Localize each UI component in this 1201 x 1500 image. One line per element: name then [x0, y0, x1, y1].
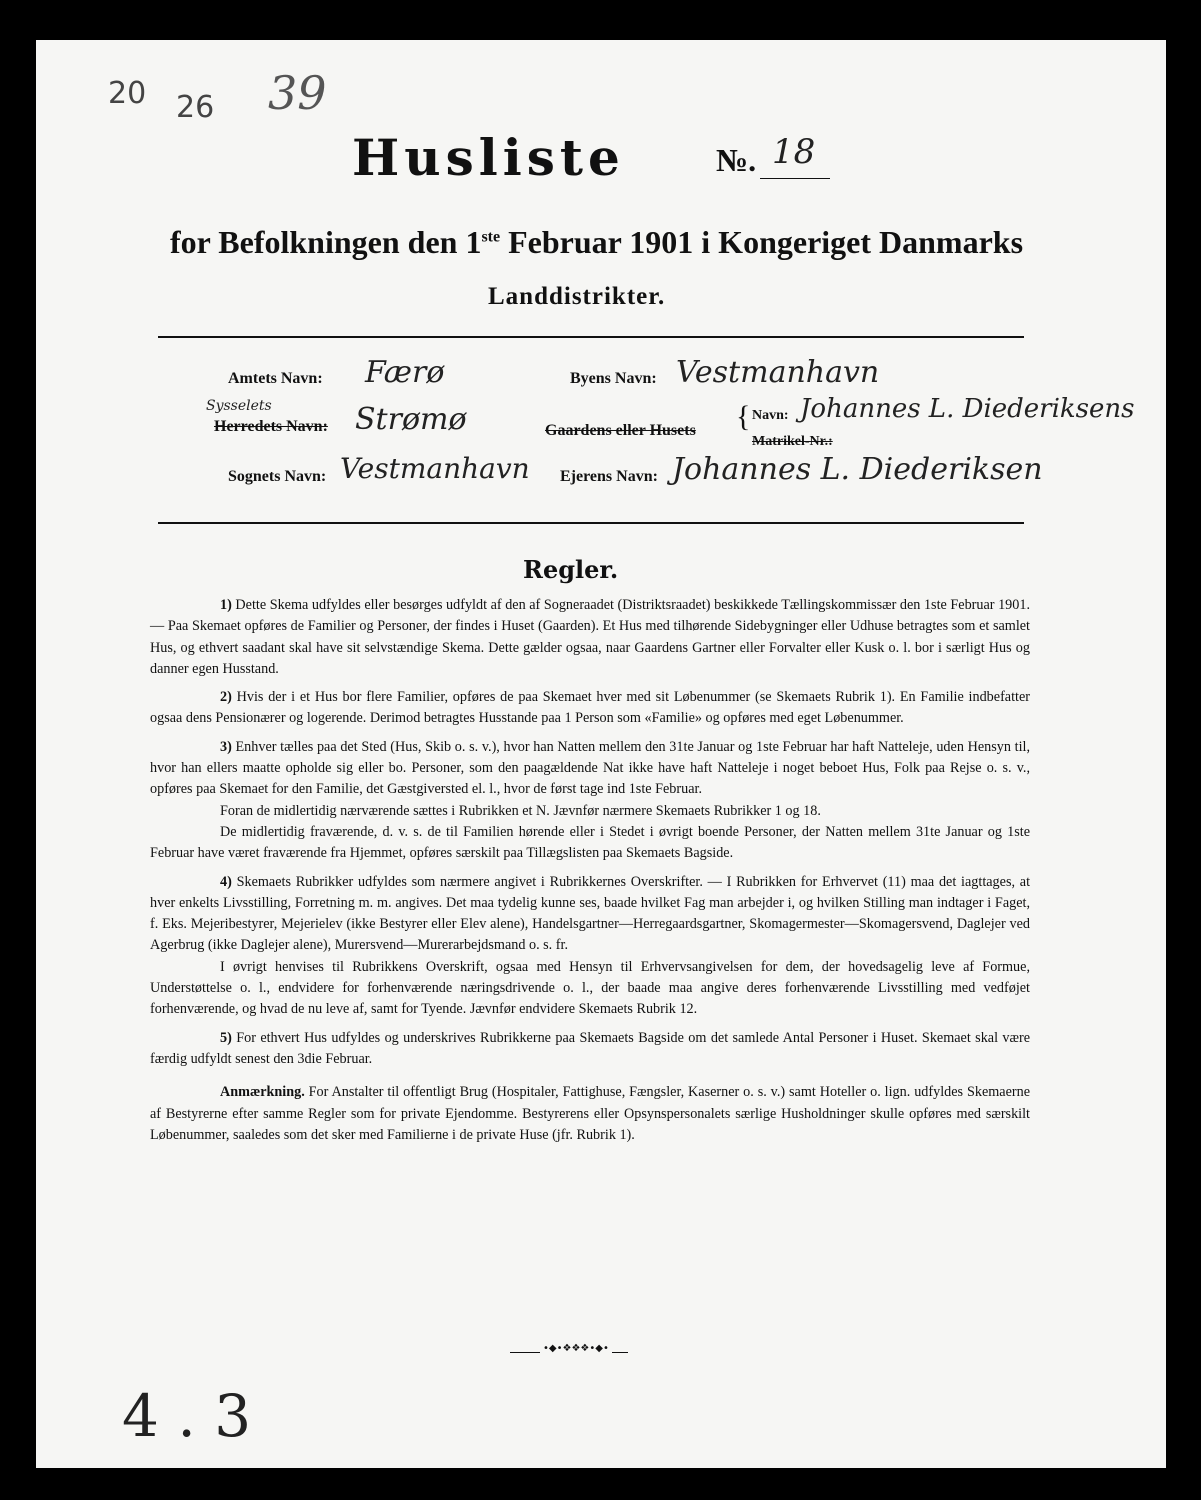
rule-5-text: For ethvert Hus udfyldes og underskrives Rubrikkerne paa Skemaets Bagside om det samlede Antal Personer i Huset. Skemaet skal være færdig udfyldt senest den 3die Februar. — [150, 1029, 1030, 1067]
archive-number-2: 26 — [176, 90, 215, 125]
matrikel-label: Matrikel-Nr.: — [752, 434, 833, 449]
annotation-note — [150, 1082, 1030, 1146]
rule-4 — [150, 872, 1030, 957]
sogn-value: Vestmanhavn — [340, 452, 530, 485]
subtitle-sup: ste — [481, 228, 501, 246]
ornament: •◆•❖❖❖•◆• — [540, 1343, 612, 1354]
archive-number-1: 20 — [108, 76, 147, 111]
herred-value: Strømø — [355, 402, 467, 437]
amt-value: Færø — [365, 355, 445, 390]
note-text: For Anstalter til offentligt Brug (Hospitaler, Fattighuse, Fængsler, Kaserner o. s. v.) samt Hoteller o. lign. udfyldes Skemaerne af Bestyrerne efter samme Regler som for private Ejendomme. Bestyrerens eller Opsynspersonalets særlige Husholdninger skulle opføres med særskilt Løbenummer, saaledes som det sker med Familierne i de private Huse (jfr. Rubrik 1). — [150, 1084, 1030, 1143]
subtitle — [170, 224, 1023, 261]
rule-2-number: 2) — [220, 689, 232, 706]
ejer-label: Ejerens Navn: — [560, 468, 658, 485]
navn-label: Navn: — [752, 408, 789, 423]
list-number: 18 — [772, 132, 816, 172]
rule-3-continuation-a — [150, 801, 1030, 822]
rule-4-continuation — [150, 957, 1030, 1021]
rule-4-text: Skemaets Rubrikker udfyldes som nærmere angivet i Rubrikkernes Overskrifter. — I Rubrikken for Erhvervet (11) maa det iagttages, at hver enkelts Livsstilling, Forretning m. m. angives. Det maa tydelig kunne ses, baade hvilket Fag man arbejder i, og hvilken Stilling man indtager i Faget, f. Eks. Mejeribestyrer, Mejerielev (ikke Bestyrer eller Elev alene), Handelsgartner—Herregaardsgartner, Skomagermester—Skomagersvend, Daglejer ved Agerbrug (ikke Daglejer alene), Murersvend—Murerarbejdsmand o. s. fr. — [150, 873, 1031, 954]
district-heading: Landdistrikter. — [488, 283, 666, 310]
number-underline — [760, 178, 830, 179]
rule-3b-text: De midlertidig fraværende, d. v. s. de til Familien hørende eller i Stedet i øvrigt boende Personer, der Natten mellem 31te Januar og 1ste Februar have været fraværende fra Hjemmet, opføres særskilt paa Tillægslisten paa Skemaets Bagside. — [150, 823, 1030, 862]
navn-value: Johannes L. Diederiksens — [800, 394, 1135, 424]
rule-1-number: 1) — [220, 597, 232, 613]
rule-4a-text: I øvrigt henvises til Rubrikkens Overskrift, ogsaa med Hensyn til Erhvervsangivelsen for dem, der hovedsagelig leve af Formue, Understøttelse o. l., endvidere for forhenværende næringsdrivende o. l., der baade maa angive deres forhenværende Livsstilling med vedføjet forhenværende, og hvad de nu leve af, samt for Tyende. Jævnfør endvidere Skemaets Rubrik 12. — [150, 958, 1030, 1018]
rule-4-number: 4) — [220, 873, 232, 890]
bottom-divider — [158, 522, 1024, 524]
herred-label: Herredets Navn: — [214, 418, 328, 435]
note-label: Anmærkning. — [220, 1084, 305, 1101]
amt-label: Amtets Navn: — [228, 370, 323, 387]
subtitle-post: Februar 1901 i Kongeriget Danmarks — [500, 224, 1024, 260]
byens-label: Byens Navn: — [570, 370, 657, 387]
field-brace: { — [736, 400, 751, 433]
rule-3-number: 3) — [220, 738, 232, 755]
subtitle-pre: for Befolkningen den 1 — [170, 224, 482, 260]
rule-3-continuation-b — [150, 822, 1030, 865]
rule-5-number: 5) — [220, 1029, 232, 1046]
sogn-label: Sognets Navn: — [228, 468, 327, 485]
bottom-handwritten-note: 4 . 3 — [122, 1382, 252, 1450]
rule-1-text: Dette Skema udfyldes eller besørges udfyldt af den af Sogneraadet (Distriktsraadet) beskikkede Tællingskommissær den 1ste Februar 1901. — Paa Skemaet opføres de Familier og Personer, der findes i Huset (Gaarden). Et Hus med tilhørende Sidebygninger eller Udhuse betragtes som et samlet Hus, og ethvert saadant skal have sit selvstændige Skema. Dette gælder ogsaa, naar Gaardens Gartner eller Forvalter eller Kusk o. l. bor i særligt Hus og danner egen Husstand. — [150, 597, 1030, 677]
top-divider — [158, 336, 1024, 338]
archive-number-3: 39 — [268, 66, 327, 120]
rule-5 — [150, 1028, 1030, 1071]
ejer-value: Johannes L. Diederiksen — [672, 452, 1043, 487]
rule-3-text: Enhver tælles paa det Sted (Hus, Skib o. s. v.), hvor han Natten mellem den 31te Januar og 1ste Februar har haft Natteleje, uden Hensyn til, hvor han ellers maatte opholde sig eller bo. Personer, som den paagældende Nat ikke have haft Natteleje i noget beboet Hus, Folk paa Rejse o. s. v., opføres paa Skemaet for den Familie, det Gæstgiversted el. l., hvor de først tage ind 1ste Februar. — [150, 738, 1031, 798]
byens-value: Vestmanhavn — [676, 355, 880, 390]
rule-2-text: Hvis der i et Hus bor flere Familier, opføres de paa Skemaet hver med sit Løbenummer (se Skemaets Rubrik 1). En Familie indbefatter ogsaa dens Pensionærer og logerende. Derimod betragtes Husstande paa 1 Person som «Familie» og opføres med eget Løbenummer. — [150, 689, 1031, 727]
rule-2 — [150, 687, 1030, 730]
page-title: Husliste — [352, 128, 625, 187]
rule-3a-text: Foran de midlertidig nærværende sættes i Rubrikken et N. Jævnfør nærmere Skemaets Rubrikker 1 og 18. — [220, 802, 821, 819]
rules-heading: Regler. — [523, 555, 619, 584]
number-prefix: №. — [716, 142, 757, 178]
rule-1 — [150, 595, 1030, 680]
gaard-label — [545, 422, 696, 440]
herred-handwritten-note: Sysselets — [206, 398, 272, 414]
rule-3 — [150, 737, 1030, 801]
gaard-label-text: Gaardens eller Husets — [545, 422, 696, 439]
rules-list — [150, 595, 1030, 1153]
